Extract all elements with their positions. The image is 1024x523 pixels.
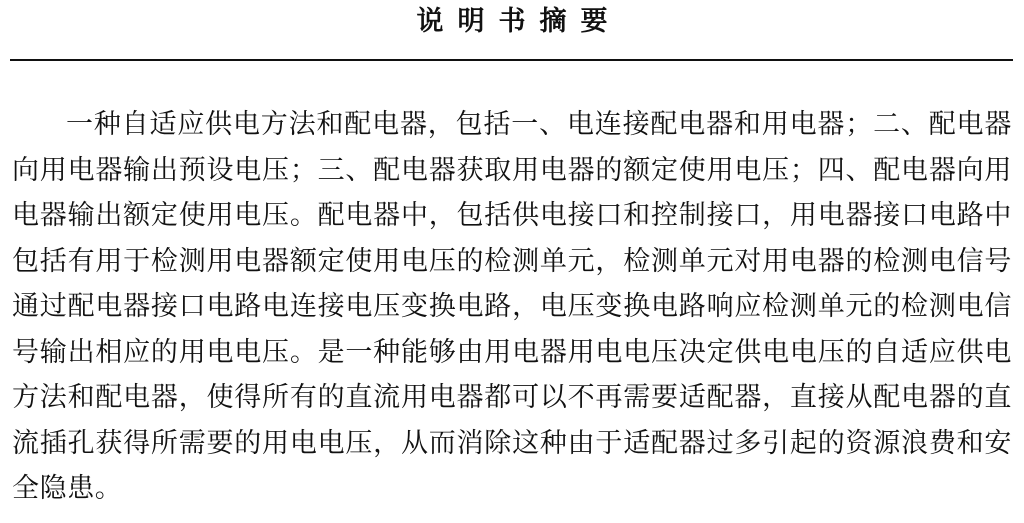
abstract-paragraph: 一种自适应供电方法和配电器，包括一、电连接配电器和用电器；二、配电器向用电器输出预设电压；三、配电器获取用电器的额定使用电压；四、配电器向用电器输出额定使用电压。配电器中，包括供电接口和控制接口，用电器接口电路中包括有用于检测用电器额定使用电压的检测单元，检测单元对用电器的检测电信号通过配电器接口电路电连接电压变换电路，电压变换电路响应检测单元的检测电信号输出相应的用电电压。是一种能够由用电器用电电压决定供电电压的自适应供电方法和配电器，使得所有的直流用电器都可以不再需要适配器，直接从配电器的直流插孔获得所需要的用电电压，从而消除这种由于适配器过多引起的资源浪费和安全隐患。 xyxy=(12,109,1012,504)
title-divider xyxy=(10,59,1013,61)
document-title: 说明书摘要 xyxy=(416,6,622,37)
